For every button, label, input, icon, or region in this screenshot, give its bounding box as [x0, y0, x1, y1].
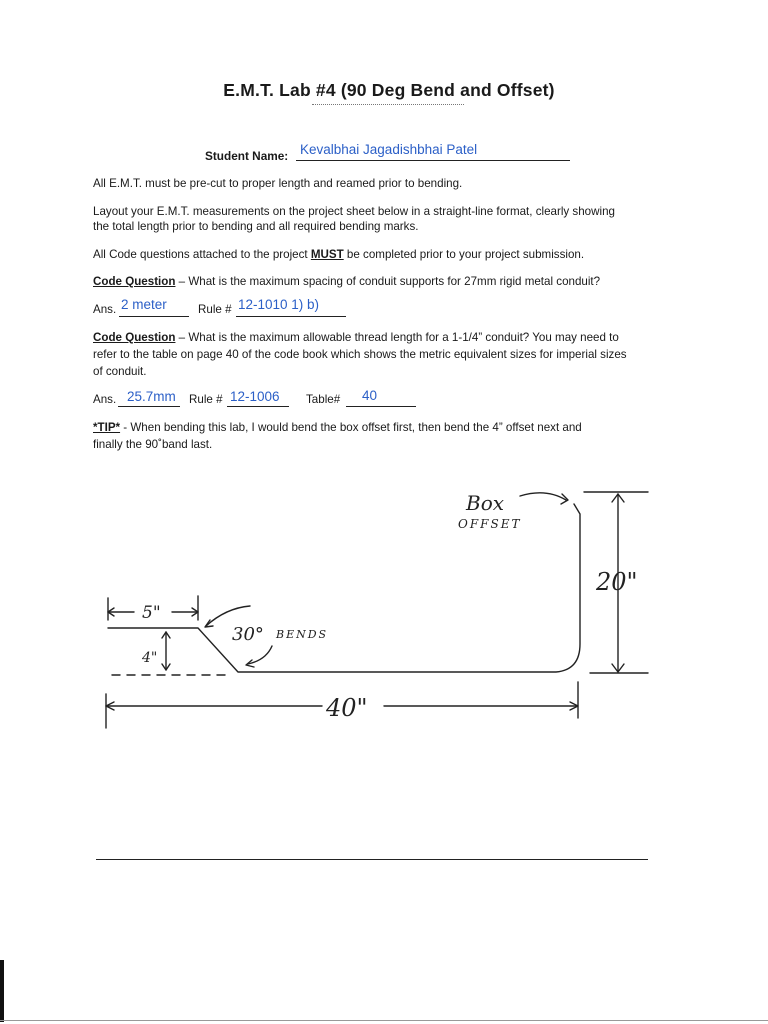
dim-40-label: 40" — [326, 694, 368, 722]
question-2-text-b: refer to the table on page 40 of the code book which shows the metric equivalent sizes for imperial sizes — [93, 348, 627, 361]
question-2 — [93, 330, 619, 346]
instruction-layout-1: Layout your E.M.T. measurements on the project sheet below in a straight-line format, clearly showing — [93, 205, 615, 218]
scan-bottom-edge — [0, 1020, 768, 1021]
q1-ans-label: Ans. — [93, 303, 117, 316]
box-offset-arrow — [520, 493, 566, 500]
tip-text-b: finally the 90˚band last. — [93, 438, 213, 451]
instruction-code-a: All Code questions attached to the project — [93, 248, 311, 261]
q2-rule-value[interactable]: 12-1006 — [230, 389, 280, 404]
q1-ans-line — [119, 316, 189, 317]
title-underline — [312, 104, 464, 105]
instruction-code — [93, 247, 584, 263]
instruction-code-c: be completed prior to your project submission. — [343, 248, 585, 261]
scan-edge-mark — [0, 960, 4, 1022]
question-2-label: Code Question — [93, 331, 176, 344]
q2-ans-value[interactable]: 25.7mm — [127, 389, 176, 404]
q1-ans-value[interactable]: 2 meter — [121, 297, 167, 312]
bends-angle-label: 30° — [232, 624, 264, 645]
conduit-bend-sketch — [0, 470, 768, 730]
q2-table-label: Table# — [306, 393, 341, 406]
q1-rule-line — [236, 316, 346, 317]
question-2-text-c: of conduit. — [93, 365, 147, 378]
tip-label: *TIP* — [93, 421, 121, 434]
question-2-text-a: – What is the maximum allowable thread length for a 1-1/4” conduit? You may need to — [175, 331, 619, 344]
bends-label: BENDS — [276, 628, 329, 641]
tip-text-a: - When bending this lab, I would bend the box offset first, then bend the 4” offset next and — [120, 421, 582, 434]
instruction-layout-2: the total length prior to bending and all required bending marks. — [93, 220, 419, 233]
q2-rule-line — [227, 406, 289, 407]
bottom-rule — [96, 859, 648, 860]
dim-5-label: 5" — [142, 603, 161, 623]
box-offset-label-1: Box — [466, 491, 505, 515]
question-1-label: Code Question — [93, 275, 176, 288]
q2-table-line — [346, 406, 416, 407]
q1-rule-value[interactable]: 12-1010 1) b) — [238, 297, 320, 312]
student-name-value[interactable]: Kevalbhai Jagadishbhai Patel — [300, 142, 478, 157]
instruction-code-must: MUST — [310, 248, 344, 261]
question-1-text: – What is the maximum spacing of conduit supports for 27mm rigid metal conduit? — [175, 275, 601, 288]
dim-20-label: 20" — [596, 568, 638, 596]
dim-4-label: 4" — [142, 650, 158, 666]
tip-line-1 — [93, 420, 582, 436]
q1-rule-label: Rule # — [198, 303, 232, 316]
student-name-label: Student Name: — [205, 149, 289, 163]
q2-table-value[interactable]: 40 — [362, 388, 378, 403]
page-title: E.M.T. Lab #4 (90 Deg Bend and Offset) — [223, 80, 555, 100]
q2-ans-line — [118, 406, 180, 407]
q2-rule-label: Rule # — [189, 393, 223, 406]
instruction-precut: All E.M.T. must be pre-cut to proper length and reamed prior to bending. — [93, 177, 463, 190]
student-name-line — [296, 160, 570, 161]
q2-ans-label: Ans. — [93, 393, 117, 406]
box-offset-label-2: OFFSET — [458, 517, 522, 531]
question-1 — [93, 274, 600, 290]
